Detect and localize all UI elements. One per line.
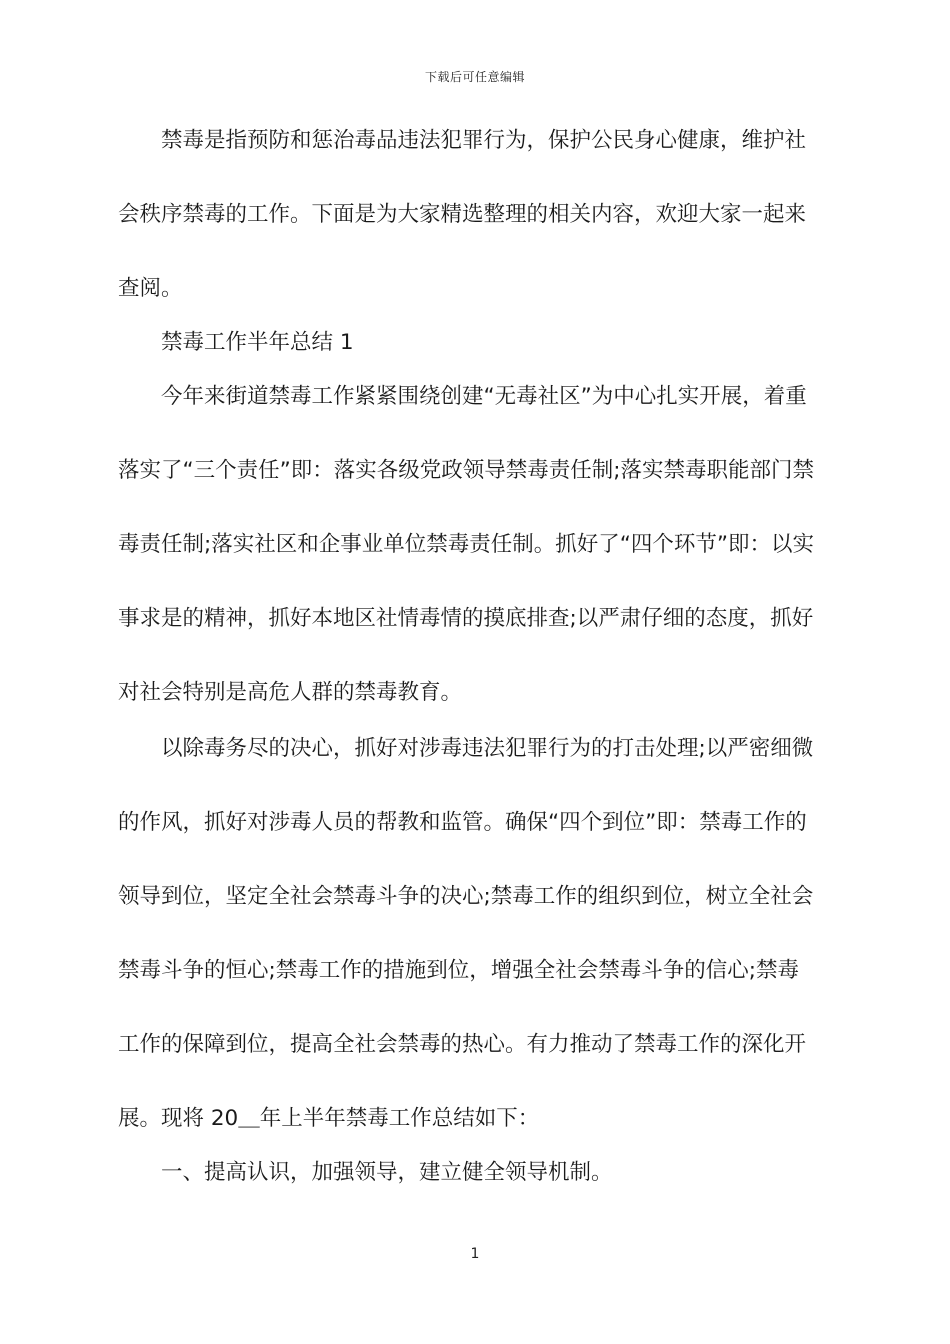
document-body	[118, 104, 818, 1208]
subsection-heading: 一、提高认识，加强领导，建立健全领导机制。	[161, 1160, 613, 1185]
page-header: 下载后可任意编辑	[424, 70, 525, 84]
body-paragraph-1: 今年来街道禁毒工作紧紧围绕创建“无毒社区”为中心扎实开展，着重落实了“三个责任”即：落实各级党政领导禁毒责任制;落实禁毒职能部门禁毒责任制;落实社区和企事业单位禁毒责任制。抓好了“四个环节”即：以实事求是的精神，抓好本地区社情毒情的摸底排查;以严肃仔细的态度，抓好对社会特别是高危人群的禁毒教育。	[118, 384, 815, 705]
body-paragraph-2: 以除毒务尽的决心，抓好对涉毒违法犯罪行为的打击处理;以严密细微的作风，抓好对涉毒人员的帮教和监管。确保“四个到位”即：禁毒工作的领导到位，坚定全社会禁毒斗争的决心;禁毒工作的组织到位，树立全社会禁毒斗争的恒心;禁毒工作的措施到位，增强全社会禁毒斗争的信心;禁毒工作的保障到位，提高全社会禁毒的热心。有力推动了禁毒工作的深化开展。现将 20＿年上半年禁毒工作总结如下：	[118, 736, 814, 1131]
section-heading: 禁毒工作半年总结 1	[161, 330, 354, 355]
page-number: 1	[470, 1246, 480, 1262]
intro-paragraph: 禁毒是指预防和惩治毒品违法犯罪行为，保护公民身心健康，维护社会秩序禁毒的工作。下面是为大家精选整理的相关内容，欢迎大家一起来查阅。	[118, 128, 807, 301]
